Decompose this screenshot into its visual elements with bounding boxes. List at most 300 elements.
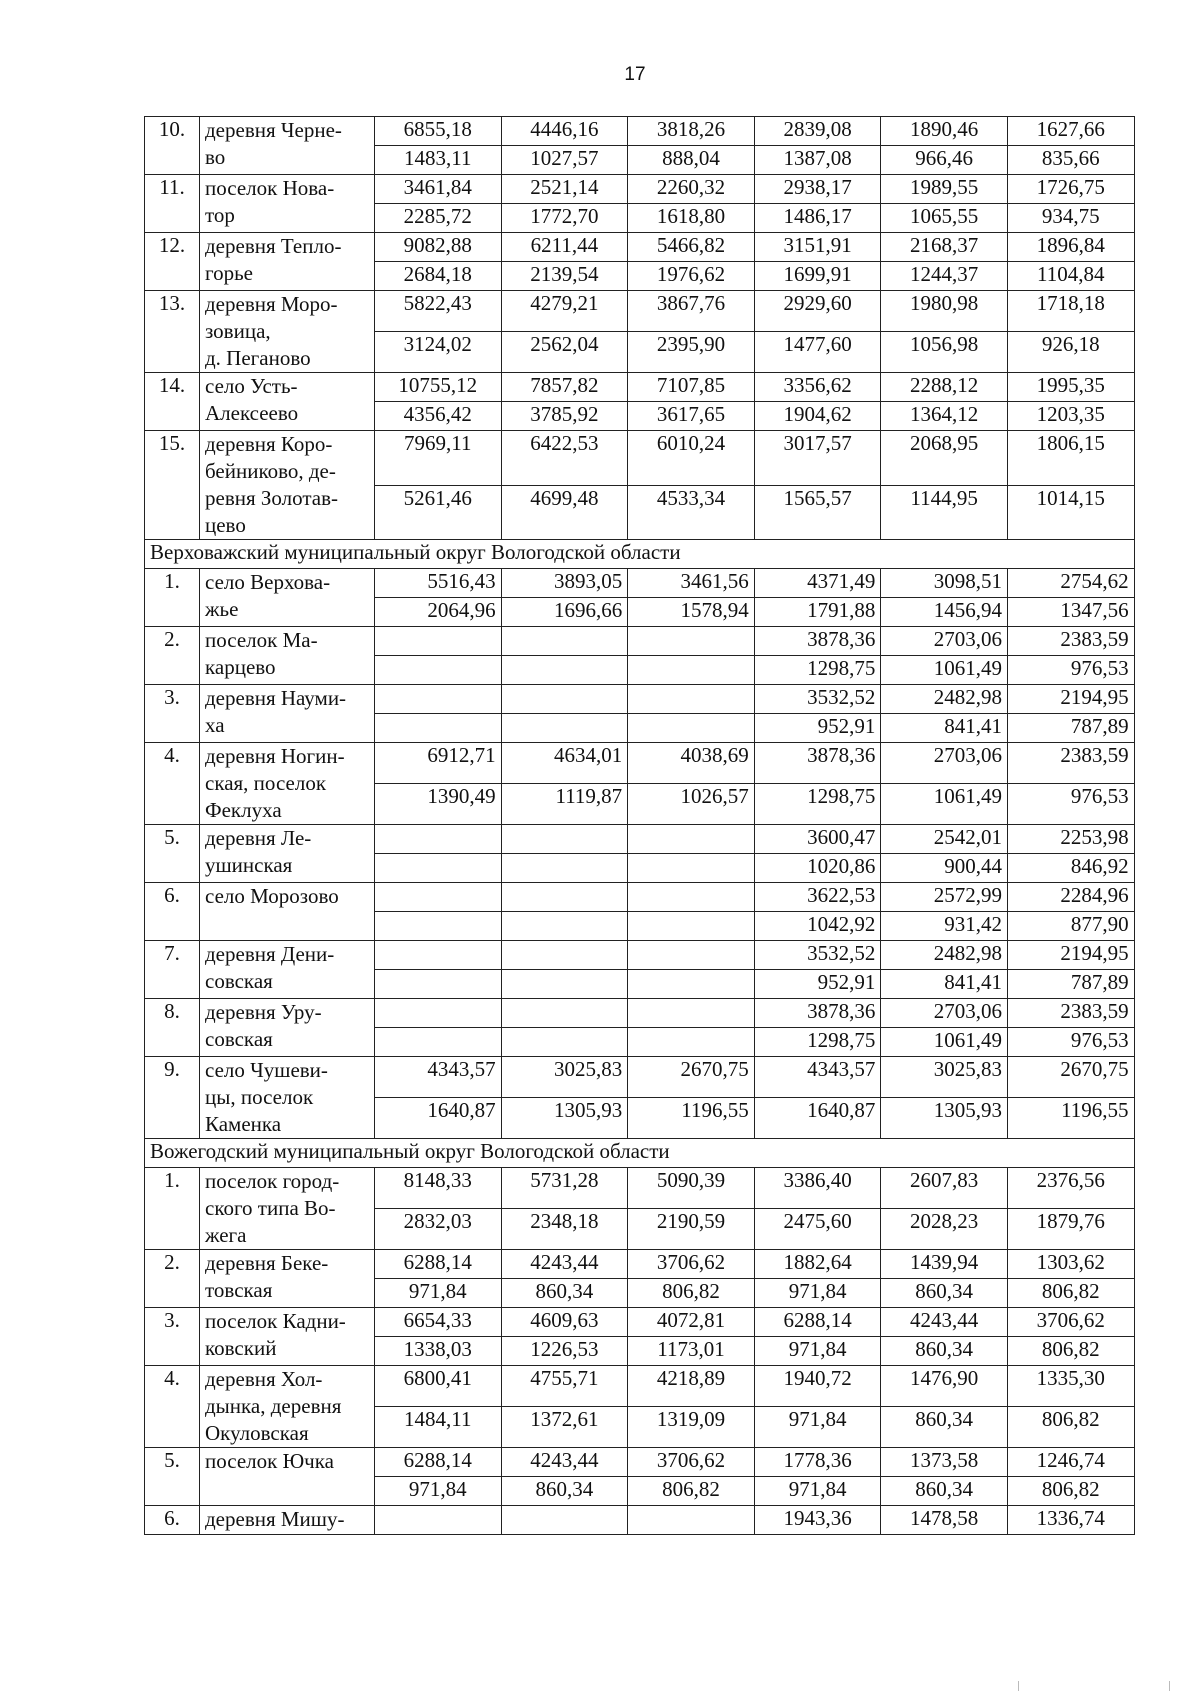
tariff-value-secondary: 3617,65: [628, 402, 755, 431]
tariff-value-secondary: 1904,62: [754, 402, 881, 431]
tariff-value-primary: 1373,58: [881, 1448, 1008, 1477]
row-number: 2.: [145, 1250, 200, 1308]
settlement-name: поселок Кадни- ковский: [200, 1308, 375, 1366]
row-number: 6.: [145, 883, 200, 941]
tariff-value-secondary: 1027,57: [501, 146, 628, 175]
tariff-value-primary: [501, 941, 628, 970]
row-number: 14.: [145, 373, 200, 431]
tariff-value-primary: 2260,32: [628, 175, 755, 204]
tariff-value-primary: 2068,95: [881, 431, 1008, 486]
table-row: [145, 685, 1135, 714]
tariff-value-primary: 4755,71: [501, 1366, 628, 1407]
tariff-value-primary: 6010,24: [628, 431, 755, 486]
tariff-value-secondary: 860,34: [881, 1477, 1008, 1506]
tariff-value-secondary: 1372,61: [501, 1407, 628, 1448]
tariff-value-primary: 3706,62: [1007, 1308, 1134, 1337]
tariff-value-primary: [628, 883, 755, 912]
tariff-value-secondary: 1305,93: [501, 1098, 628, 1139]
tariff-value-primary: 6288,14: [375, 1448, 502, 1477]
tariff-value-primary: 1806,15: [1007, 431, 1134, 486]
tariff-value-primary: [375, 825, 502, 854]
tariff-value-secondary: [501, 970, 628, 999]
tariff-value-secondary: [375, 714, 502, 743]
page-number: 17: [624, 64, 646, 85]
tariff-value-primary: 6800,41: [375, 1366, 502, 1407]
tariff-value-primary: 6912,71: [375, 743, 502, 784]
tariff-value-secondary: 926,18: [1007, 332, 1134, 373]
tariff-value-primary: 1439,94: [881, 1250, 1008, 1279]
tariff-value-primary: 2288,12: [881, 373, 1008, 402]
tariff-value-primary: 4343,57: [375, 1057, 502, 1098]
tariff-value-primary: 4343,57: [754, 1057, 881, 1098]
tariff-value-secondary: 934,75: [1007, 204, 1134, 233]
tariff-value-primary: 4243,44: [501, 1448, 628, 1477]
tariff-value-secondary: 1056,98: [881, 332, 1008, 373]
tariff-value-primary: 2284,96: [1007, 883, 1134, 912]
tariff-value-secondary: 931,42: [881, 912, 1008, 941]
tariff-value-secondary: 4699,48: [501, 485, 628, 540]
tariff-value-secondary: 971,84: [375, 1279, 502, 1308]
tariff-value-secondary: [628, 854, 755, 883]
tariff-value-secondary: 971,84: [754, 1477, 881, 1506]
tariff-value-primary: [375, 627, 502, 656]
tariff-value-primary: 5822,43: [375, 291, 502, 332]
tariff-value-primary: 1335,30: [1007, 1366, 1134, 1407]
tariff-value-secondary: 1065,55: [881, 204, 1008, 233]
settlement-name: поселок Ючка: [200, 1448, 375, 1506]
tariff-value-primary: [501, 883, 628, 912]
tariff-value-secondary: 976,53: [1007, 656, 1134, 685]
tariff-value-primary: 1896,84: [1007, 233, 1134, 262]
tariff-value-secondary: 952,91: [754, 970, 881, 999]
tariff-value-secondary: 1578,94: [628, 598, 755, 627]
tariff-value-secondary: 1119,87: [501, 784, 628, 825]
tariff-value-primary: 7107,85: [628, 373, 755, 402]
tariff-value-secondary: [628, 714, 755, 743]
row-number: 3.: [145, 1308, 200, 1366]
tariff-value-primary: 4243,44: [881, 1308, 1008, 1337]
table-row: [145, 999, 1135, 1028]
tariff-value-secondary: 1640,87: [754, 1098, 881, 1139]
tariff-value-secondary: 2395,90: [628, 332, 755, 373]
table-row: [145, 1448, 1135, 1477]
tariff-value-secondary: [628, 1028, 755, 1057]
tariff-value-secondary: 1026,57: [628, 784, 755, 825]
tariff-value-primary: 1989,55: [881, 175, 1008, 204]
tariff-value-secondary: 1879,76: [1007, 1209, 1134, 1250]
settlement-name: поселок Ма- карцево: [200, 627, 375, 685]
tariff-value-primary: 4072,81: [628, 1308, 755, 1337]
row-number: 1.: [145, 1168, 200, 1250]
settlement-name: деревня Ле- ушинская: [200, 825, 375, 883]
tariff-value-primary: 8148,33: [375, 1168, 502, 1209]
tariff-value-primary: 3878,36: [754, 999, 881, 1028]
tariff-value-primary: [628, 825, 755, 854]
tariff-value-primary: 4371,49: [754, 569, 881, 598]
tariff-value-secondary: 1014,15: [1007, 485, 1134, 540]
row-number: 7.: [145, 941, 200, 999]
tariff-value-secondary: 806,82: [1007, 1279, 1134, 1308]
tariff-value-primary: 1336,74: [1007, 1506, 1134, 1535]
settlement-name: село Усть- Алексеево: [200, 373, 375, 431]
tariff-value-primary: 3893,05: [501, 569, 628, 598]
tariff-value-primary: 6855,18: [375, 117, 502, 146]
row-number: 5.: [145, 1448, 200, 1506]
tariff-value-primary: 4279,21: [501, 291, 628, 332]
tariff-value-secondary: 1042,92: [754, 912, 881, 941]
settlement-name: село Верхова- жье: [200, 569, 375, 627]
table-row: [145, 883, 1135, 912]
row-number: 4.: [145, 1366, 200, 1448]
tariff-value-primary: 5516,43: [375, 569, 502, 598]
tariff-value-secondary: [375, 1028, 502, 1057]
tariff-value-secondary: 1144,95: [881, 485, 1008, 540]
table-row: [145, 627, 1135, 656]
table-row: [145, 1057, 1135, 1098]
tariff-value-primary: [628, 941, 755, 970]
tariff-value-secondary: 4356,42: [375, 402, 502, 431]
tariff-value-primary: 2253,98: [1007, 825, 1134, 854]
tariff-value-secondary: 3785,92: [501, 402, 628, 431]
settlement-name: деревня Тепло- горье: [200, 233, 375, 291]
table-row: [145, 1250, 1135, 1279]
tariff-value-primary: 3386,40: [754, 1168, 881, 1209]
settlement-name: поселок Нова- тор: [200, 175, 375, 233]
tariff-value-primary: 4038,69: [628, 743, 755, 784]
tariff-value-primary: 3356,62: [754, 373, 881, 402]
table-row: [145, 431, 1135, 486]
tariff-value-primary: 2383,59: [1007, 627, 1134, 656]
tariff-value-primary: 6211,44: [501, 233, 628, 262]
tariff-value-primary: 5731,28: [501, 1168, 628, 1209]
tariff-value-secondary: 2285,72: [375, 204, 502, 233]
tariff-value-secondary: 3124,02: [375, 332, 502, 373]
tariff-value-secondary: 1173,01: [628, 1337, 755, 1366]
tariff-value-primary: 3151,91: [754, 233, 881, 262]
tariff-value-primary: 6288,14: [754, 1308, 881, 1337]
tariff-value-secondary: 1196,55: [628, 1098, 755, 1139]
tariff-value-primary: 2929,60: [754, 291, 881, 332]
tariff-value-secondary: 841,41: [881, 970, 1008, 999]
tariff-value-primary: [501, 685, 628, 714]
tariff-value-secondary: 971,84: [754, 1337, 881, 1366]
row-number: 6.: [145, 1506, 200, 1535]
row-number: 4.: [145, 743, 200, 825]
tariff-value-secondary: 877,90: [1007, 912, 1134, 941]
tariff-value-secondary: 835,66: [1007, 146, 1134, 175]
tariff-value-primary: 1995,35: [1007, 373, 1134, 402]
settlement-name: деревня Науми- ха: [200, 685, 375, 743]
tariff-value-secondary: 1298,75: [754, 784, 881, 825]
tariff-value-secondary: [375, 854, 502, 883]
tariff-value-primary: 1478,58: [881, 1506, 1008, 1535]
section-header-row: [145, 540, 1135, 569]
table-row: [145, 1168, 1135, 1209]
tariff-value-primary: 7969,11: [375, 431, 502, 486]
tariff-value-secondary: 5261,46: [375, 485, 502, 540]
tariff-value-primary: 2938,17: [754, 175, 881, 204]
tariff-value-secondary: 1484,11: [375, 1407, 502, 1448]
tariff-value-secondary: 806,82: [1007, 1407, 1134, 1448]
tariff-value-secondary: 2348,18: [501, 1209, 628, 1250]
table-row: [145, 233, 1135, 262]
tariff-value-secondary: 860,34: [501, 1279, 628, 1308]
tariff-value-secondary: 1298,75: [754, 1028, 881, 1057]
row-number: 9.: [145, 1057, 200, 1139]
tariff-value-primary: 4243,44: [501, 1250, 628, 1279]
tariff-value-primary: [501, 1506, 628, 1535]
tariff-value-secondary: 806,82: [628, 1477, 755, 1506]
table-row: [145, 291, 1135, 332]
row-number: 12.: [145, 233, 200, 291]
table-row: [145, 1506, 1135, 1535]
tariff-value-secondary: 900,44: [881, 854, 1008, 883]
tariff-value-primary: 1943,36: [754, 1506, 881, 1535]
tariff-table-body: [145, 117, 1135, 1535]
tariff-value-primary: 3600,47: [754, 825, 881, 854]
tariff-value-primary: [628, 627, 755, 656]
tariff-value-primary: 2839,08: [754, 117, 881, 146]
tariff-value-secondary: 2562,04: [501, 332, 628, 373]
tariff-value-primary: 1890,46: [881, 117, 1008, 146]
tariff-value-secondary: 1226,53: [501, 1337, 628, 1366]
tariff-value-secondary: 860,34: [881, 1407, 1008, 1448]
tariff-value-primary: 2607,83: [881, 1168, 1008, 1209]
tariff-value-primary: [375, 685, 502, 714]
tariff-value-primary: 5090,39: [628, 1168, 755, 1209]
tariff-value-primary: 6288,14: [375, 1250, 502, 1279]
tariff-value-secondary: 1020,86: [754, 854, 881, 883]
tariff-value-primary: [628, 999, 755, 1028]
tariff-value-primary: 3532,52: [754, 685, 881, 714]
tariff-value-primary: 2482,98: [881, 685, 1008, 714]
tariff-value-secondary: 841,41: [881, 714, 1008, 743]
tariff-value-secondary: 2190,59: [628, 1209, 755, 1250]
row-number: 11.: [145, 175, 200, 233]
tariff-value-primary: 1726,75: [1007, 175, 1134, 204]
tariff-value-primary: 3878,36: [754, 627, 881, 656]
table-row: [145, 117, 1135, 146]
tariff-value-secondary: 787,89: [1007, 714, 1134, 743]
settlement-name: село Морозово: [200, 883, 375, 941]
row-number: 5.: [145, 825, 200, 883]
tariff-value-secondary: 1699,91: [754, 262, 881, 291]
tariff-value-secondary: 2064,96: [375, 598, 502, 627]
tariff-value-secondary: 1390,49: [375, 784, 502, 825]
tariff-value-secondary: [628, 912, 755, 941]
tariff-value-secondary: 1203,35: [1007, 402, 1134, 431]
tariff-value-primary: 3025,83: [501, 1057, 628, 1098]
tariff-value-secondary: [375, 912, 502, 941]
tariff-value-primary: 2670,75: [1007, 1057, 1134, 1098]
tariff-value-primary: 2703,06: [881, 999, 1008, 1028]
tariff-value-secondary: 1347,56: [1007, 598, 1134, 627]
tariff-value-primary: 3532,52: [754, 941, 881, 970]
tariff-value-primary: 1627,66: [1007, 117, 1134, 146]
tariff-value-secondary: 787,89: [1007, 970, 1134, 999]
tariff-value-secondary: 2139,54: [501, 262, 628, 291]
tariff-value-secondary: 1486,17: [754, 204, 881, 233]
tariff-value-primary: 3622,53: [754, 883, 881, 912]
section-title: Вожегодский муниципальный округ Вологодской области: [145, 1139, 1135, 1168]
tariff-value-secondary: 971,84: [754, 1407, 881, 1448]
table-row: [145, 1366, 1135, 1407]
tariff-value-secondary: 4533,34: [628, 485, 755, 540]
tariff-value-secondary: 1456,94: [881, 598, 1008, 627]
tariff-value-secondary: [501, 854, 628, 883]
tariff-table-container: [144, 116, 1134, 1535]
tariff-value-primary: 2703,06: [881, 743, 1008, 784]
section-title: Верховажский муниципальный округ Вологодской области: [145, 540, 1135, 569]
tariff-value-primary: 3706,62: [628, 1250, 755, 1279]
table-row: [145, 941, 1135, 970]
tariff-value-primary: 3017,57: [754, 431, 881, 486]
tariff-value-primary: 3878,36: [754, 743, 881, 784]
tariff-value-primary: 2383,59: [1007, 999, 1134, 1028]
tariff-value-secondary: 888,04: [628, 146, 755, 175]
tariff-value-secondary: 1696,66: [501, 598, 628, 627]
tariff-value-primary: 4609,63: [501, 1308, 628, 1337]
tariff-value-secondary: 976,53: [1007, 784, 1134, 825]
tariff-value-primary: 6654,33: [375, 1308, 502, 1337]
row-number: 3.: [145, 685, 200, 743]
settlement-name: деревня Ногин- ская, поселок Феклуха: [200, 743, 375, 825]
tariff-value-secondary: 1477,60: [754, 332, 881, 373]
settlement-name: деревня Дени- совская: [200, 941, 375, 999]
tariff-value-secondary: 846,92: [1007, 854, 1134, 883]
tariff-value-secondary: [375, 970, 502, 999]
tariff-value-secondary: 1061,49: [881, 784, 1008, 825]
table-row: [145, 569, 1135, 598]
tariff-value-primary: [501, 999, 628, 1028]
tariff-value-secondary: 2832,03: [375, 1209, 502, 1250]
tariff-value-secondary: 860,34: [501, 1477, 628, 1506]
tariff-value-secondary: 971,84: [754, 1279, 881, 1308]
row-number: 15.: [145, 431, 200, 540]
tariff-value-secondary: 1061,49: [881, 1028, 1008, 1057]
tariff-value-primary: 3461,84: [375, 175, 502, 204]
tariff-value-primary: [375, 999, 502, 1028]
tariff-value-secondary: 1196,55: [1007, 1098, 1134, 1139]
tariff-value-secondary: 1305,93: [881, 1098, 1008, 1139]
tariff-value-primary: 4634,01: [501, 743, 628, 784]
tariff-value-secondary: 1565,57: [754, 485, 881, 540]
tariff-value-secondary: [501, 714, 628, 743]
table-row: [145, 175, 1135, 204]
tariff-value-primary: 2703,06: [881, 627, 1008, 656]
table-row: [145, 1308, 1135, 1337]
tariff-value-primary: 2376,56: [1007, 1168, 1134, 1209]
tariff-value-secondary: 1483,11: [375, 146, 502, 175]
settlement-name: деревня Мишу-: [200, 1506, 375, 1535]
settlement-name: деревня Моро- зовица, д. Пеганово: [200, 291, 375, 373]
tariff-value-primary: 4446,16: [501, 117, 628, 146]
tariff-value-primary: 2521,14: [501, 175, 628, 204]
tariff-value-primary: 3461,56: [628, 569, 755, 598]
row-number: 2.: [145, 627, 200, 685]
tariff-value-primary: 2670,75: [628, 1057, 755, 1098]
tariff-value-secondary: 1618,80: [628, 204, 755, 233]
tariff-table: [144, 116, 1135, 1535]
tariff-value-primary: 7857,82: [501, 373, 628, 402]
tariff-value-secondary: 1061,49: [881, 656, 1008, 685]
tariff-value-secondary: [628, 656, 755, 685]
tariff-value-primary: [501, 825, 628, 854]
settlement-name: деревня Хол- дынка, деревня Окуловская: [200, 1366, 375, 1448]
tariff-value-primary: 2542,01: [881, 825, 1008, 854]
tariff-value-secondary: 976,53: [1007, 1028, 1134, 1057]
tariff-value-secondary: 2028,23: [881, 1209, 1008, 1250]
tariff-value-primary: 5466,82: [628, 233, 755, 262]
section-header-row: [145, 1139, 1135, 1168]
tariff-value-secondary: 806,82: [628, 1279, 755, 1308]
tariff-value-secondary: [628, 970, 755, 999]
row-number: 1.: [145, 569, 200, 627]
tariff-value-primary: 1882,64: [754, 1250, 881, 1279]
tariff-value-primary: [375, 883, 502, 912]
tariff-value-primary: 1980,98: [881, 291, 1008, 332]
tariff-value-primary: [628, 1506, 755, 1535]
tariff-value-secondary: [501, 656, 628, 685]
tariff-value-primary: 3706,62: [628, 1448, 755, 1477]
tariff-value-primary: 1246,74: [1007, 1448, 1134, 1477]
tariff-value-primary: 2482,98: [881, 941, 1008, 970]
table-row: [145, 373, 1135, 402]
tariff-value-secondary: 1976,62: [628, 262, 755, 291]
tariff-value-primary: 4218,89: [628, 1366, 755, 1407]
tariff-value-primary: 2194,95: [1007, 941, 1134, 970]
tariff-value-primary: [375, 941, 502, 970]
tariff-value-primary: 2168,37: [881, 233, 1008, 262]
tariff-value-primary: [375, 1506, 502, 1535]
scan-edge-marks: [1018, 1681, 1170, 1691]
tariff-value-primary: [628, 685, 755, 714]
tariff-value-primary: 3867,76: [628, 291, 755, 332]
tariff-value-secondary: 971,84: [375, 1477, 502, 1506]
tariff-value-secondary: 1298,75: [754, 656, 881, 685]
tariff-value-secondary: [375, 656, 502, 685]
tariff-value-primary: 10755,12: [375, 373, 502, 402]
tariff-value-secondary: 1640,87: [375, 1098, 502, 1139]
tariff-value-primary: 1778,36: [754, 1448, 881, 1477]
tariff-value-secondary: 2475,60: [754, 1209, 881, 1250]
tariff-value-secondary: 806,82: [1007, 1337, 1134, 1366]
row-number: 13.: [145, 291, 200, 373]
table-row: [145, 743, 1135, 784]
row-number: 10.: [145, 117, 200, 175]
tariff-value-primary: 2194,95: [1007, 685, 1134, 714]
tariff-value-primary: 1476,90: [881, 1366, 1008, 1407]
tariff-value-secondary: 1791,88: [754, 598, 881, 627]
tariff-value-secondary: 860,34: [881, 1279, 1008, 1308]
tariff-value-primary: 2754,62: [1007, 569, 1134, 598]
tariff-value-secondary: [501, 912, 628, 941]
tariff-value-primary: 9082,88: [375, 233, 502, 262]
settlement-name: поселок город- ского типа Во- жега: [200, 1168, 375, 1250]
settlement-name: деревня Коро- бейниково, де- ревня Золотав- цево: [200, 431, 375, 540]
tariff-value-primary: 6422,53: [501, 431, 628, 486]
tariff-value-secondary: 806,82: [1007, 1477, 1134, 1506]
tariff-value-primary: 3025,83: [881, 1057, 1008, 1098]
settlement-name: село Чушеви- цы, поселок Каменка: [200, 1057, 375, 1139]
settlement-name: деревня Уру- совская: [200, 999, 375, 1057]
tariff-value-secondary: 952,91: [754, 714, 881, 743]
tariff-value-primary: 2572,99: [881, 883, 1008, 912]
tariff-value-secondary: 860,34: [881, 1337, 1008, 1366]
tariff-value-secondary: 1244,37: [881, 262, 1008, 291]
tariff-value-primary: 3098,51: [881, 569, 1008, 598]
tariff-value-secondary: 1319,09: [628, 1407, 755, 1448]
